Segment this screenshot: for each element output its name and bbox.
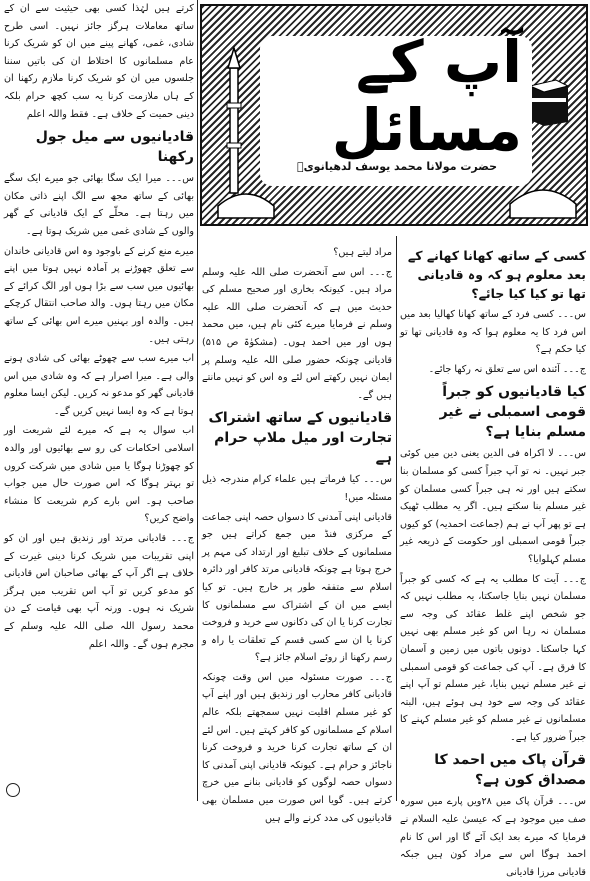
question-text: س۔۔۔ کیا فرماتے ہیں علماء کرام مندرجہ ذیل مسئلہ میں! [202, 474, 392, 503]
question-text: میرے منع کرنے کے باوجود وہ اس قادیانی خاندان سے تعلق چھوڑنے پر آمادہ نہیں ہوتا میں اپنے بھائیوں میں سب سے بڑا ہوں اور الگ کرائے کے مکان میں رہتا ہوں۔ والد صاحب انتقال کرچکے ہیں۔ والدہ اور بہنیں میرے اس بھائی کے ساتھ رہتی ہیں۔ [4, 245, 194, 345]
question-heading: قرآن پاک میں احمد کا مصداق کون ہے؟ [434, 752, 586, 789]
column-title: آپ کے مسائل [331, 28, 522, 164]
question-text: س۔۔۔ قرآن پاک میں ۲۸ویں پارے میں سورہ صف میں موجود ہے کہ عیسیٰ علیہ السلام نے فرمایا کہ میرے بعد ایک آئے گا اور اس کا نام احمد ہوگا اس سے مراد کون ہیں جبکہ قادیانی مرزا قادیانی [400, 796, 586, 878]
question-text: اب میرے سب سے چھوٹے بھائی کی شادی ہونے والی ہے۔ میرا اصرار ہے کہ وہ شادی میں اس قادیانی گھر کو مدعو نہ کریں۔ لیکن ایسا معلوم ہوتا ہے کہ وہ ایسا نہیں کریں گے۔ [4, 353, 194, 417]
answer-text: ج۔۔۔ آئندہ اس سے تعلق نہ رکھا جائے۔ [428, 363, 586, 375]
question-heading: کیا قادیانیوں کو جبراً قومی اسمبلی نے غیر مسلم بنایا ہے؟ [439, 384, 586, 441]
continued-text: کرتے ہیں لہٰذا کسی بھی حیثیت سے ان کے ساتھ معاملات ہرگز جائز نہیں۔ اسی طرح شادی، غمی، کھانے پینے میں ان کو شریک کرنا عام مسلمانوں کا اختلاط ان کی باتیں سننا جلسوں میں ان کو شریک کرنا ملازم رکھنا ان کے ہاں ملازمت کرنا یہ سب کچھ حرام بلکہ دینی حمیت کے خلاف ہے۔ فقط واللہ اعلم [4, 3, 194, 120]
mosque-dome-icon [508, 184, 578, 218]
question-text: س۔۔۔ میرا ایک سگا بھائی جو میرے ایک سگے بھائی کے ساتھ مجھ سے الگ اپنے ذاتی مکان میں رہتا ہے۔ محلّے کے ایک قادیانی کے گھر والوں کے شادی غمی میں شریک ہوتا ہے۔ [4, 173, 194, 237]
column-divider [396, 236, 397, 801]
question-heading: قادیانیوں کے ساتھ اشتراک تجارت اور میل ملاپ حرام ہے [208, 410, 392, 467]
continued-text: مراد لیتے ہیں؟ [333, 247, 392, 258]
kaaba-icon [526, 76, 570, 126]
question-text: اب سوال یہ ہے کہ میرے لئے شریعت اور اسلامی احکامات کی رو سے بھائیوں اور والدہ کو چھوڑنا ہوگا یا میں شادی میں شرکت کروں تو بہتر ہوگا کہ اس صورت حال میں جواب صاحب ہو۔ اس بارے کرم شریعت کا منشاء واضح کریں؟ [4, 425, 194, 525]
answer-text: ج۔۔۔ قادیانی مرتد اور زندیق ہیں اور ان کو اپنی تقریبات میں شریک کرنا دینی غیرت کے خلاف ہے اگر آپ کے بھائی صاحبان اس قادیانی کو مدعو کریں تو آپ اس تقریب میں ہرگز شریک نہ ہوں۔ ورنہ آپ بھی قیامت کے دن محمد رسول اللہ صلی اللہ علیہ وسلم کے مجرم ہوں گے۔ واللہ اعلم [4, 533, 194, 650]
minaret-icon [224, 48, 244, 198]
question-heading: قادیانیوں سے میل جول رکھنا [35, 129, 194, 166]
column-divider [197, 0, 198, 801]
question-body: قادیانی اپنی آمدنی کا دسواں حصہ اپنی جماعت کے مرکزی فنڈ میں جمع کراتے ہیں جو مسلمانوں کے خلاف تبلیغ اور ارتداد کی مہم پر خرج ہوتا ہے چونکہ قادیانی مرتد کافر اور دائرہ اسلام سے متفقہ طور پر خارج ہیں۔ تو کیا ایسے میں ان کے اشتراک سے مسلمانوں کا تجارت کرنا یا ان کی دکانوں سے خرید و فروخت کرنا یا ان سے کسی قسم کے تعلقات یا راہ و رسم رکھنا از روئے اسلام جائز ہے؟ [202, 511, 392, 664]
question-text: س۔۔۔ لا اکراہ فی الدین یعنی دین میں کوئی جبر نہیں۔ نہ تو آپ جبراً کسی کو مسلمان بنا سکتے ہیں اور نہ ہی جبراً کسی مسلمان کو غیر مسلم بنا سکتے ہیں۔ اگر یہ مطلب ٹھیک ہے تو پھر آپ نے ہم (جماعت احمدیہ) کو کیوں جبراً قومی اسمبلی اور حکومت کے ذریعہ غیر مسلم کہلوایا؟ [400, 448, 586, 565]
article-column-left [4, 0, 194, 801]
mosque-dome-icon [216, 188, 276, 218]
answer-text: ج۔۔۔ صورت مسئولہ میں اس وقت چونکہ قادیانی کافر محارب اور زندیق ہیں اور اپنے آپ کو غیر مسلم اقلیت نہیں سمجھتے بلکہ عالم اسلام کے مسلمانوں کو کافر کہتے ہیں۔ اس لئے ان کے ساتھ تجارت کرنا خرید و فروخت کرنا ناجائز و حرام ہے۔ کیونکہ قادیانی اپنی آمدنی کا دسواں حصہ لوگوں کو قادیانی بنانے میں خرچ کرتے ہیں۔ گویا اس صورت میں مسلمان بھی قادیانیوں کی مدد کرنے والے ہیں [202, 671, 392, 824]
question-heading: کسی کے ساتھ کھانا کھانے کے بعد معلوم ہو کہ وہ قادیانی تھا تو کیا کیا جائے؟ [407, 248, 586, 301]
answer-text: ج۔۔۔ آیت کا مطلب یہ ہے کہ کسی کو جبراً مسلمان نہیں بنایا جاسکتا، یہ مطلب نہیں کہ جو شخص اپنے غلط عقائد کی وجہ سے مسلمان نہ رہا اس کو غیر مسلم بھی نہیں کہا جاسکتا۔ دونوں باتوں میں زمین و آسمان کا فرق ہے۔ آپ کی جماعت کو قومی اسمبلی نے غیر مسلم نہیں بنایا، غیر مسلم تو آپ اپنے عقائد کی وجہ سے خود ہی ہوئے ہیں، البتہ مسلمانوں نے غیر مسلم کو غیر مسلم کہنے کا جبراً ضرور کیا ہے۔ [400, 573, 586, 743]
article-column-middle [202, 244, 392, 824]
answer-text: ج۔۔۔ اس سے آنحضرت صلی اللہ علیہ وسلم مراد ہیں۔ کیونکہ بخاری اور صحیح مسلم کی حدیث میں ہے کہ آنحضرت صلی اللہ علیہ وسلم نے فرمایا میرے کئی نام ہیں، میں محمد ہوں اور میں احمد ہوں۔ (مشکوٰۃ ص ۵۱۵) قادیانی چونکہ حضور صلی اللہ علیہ وسلم پر ایمان نہیں رکھتے اس لئے وہ اس کو نہیں مانتے ہیں گے۔ [202, 266, 392, 401]
page-corner-mark [6, 783, 20, 797]
column-banner [200, 4, 588, 226]
article-column-right [400, 244, 586, 878]
question-text: س۔۔۔ کسی فرد کے ساتھ کھانا کھالیا بعد میں اس فرد کا یہ معلوم ہوا کہ وہ قادیانی تھا تو کیا حکم ہے؟ [400, 309, 586, 356]
column-author: حضرت مولانا محمد یوسف لدھیانویؒ [297, 159, 497, 173]
